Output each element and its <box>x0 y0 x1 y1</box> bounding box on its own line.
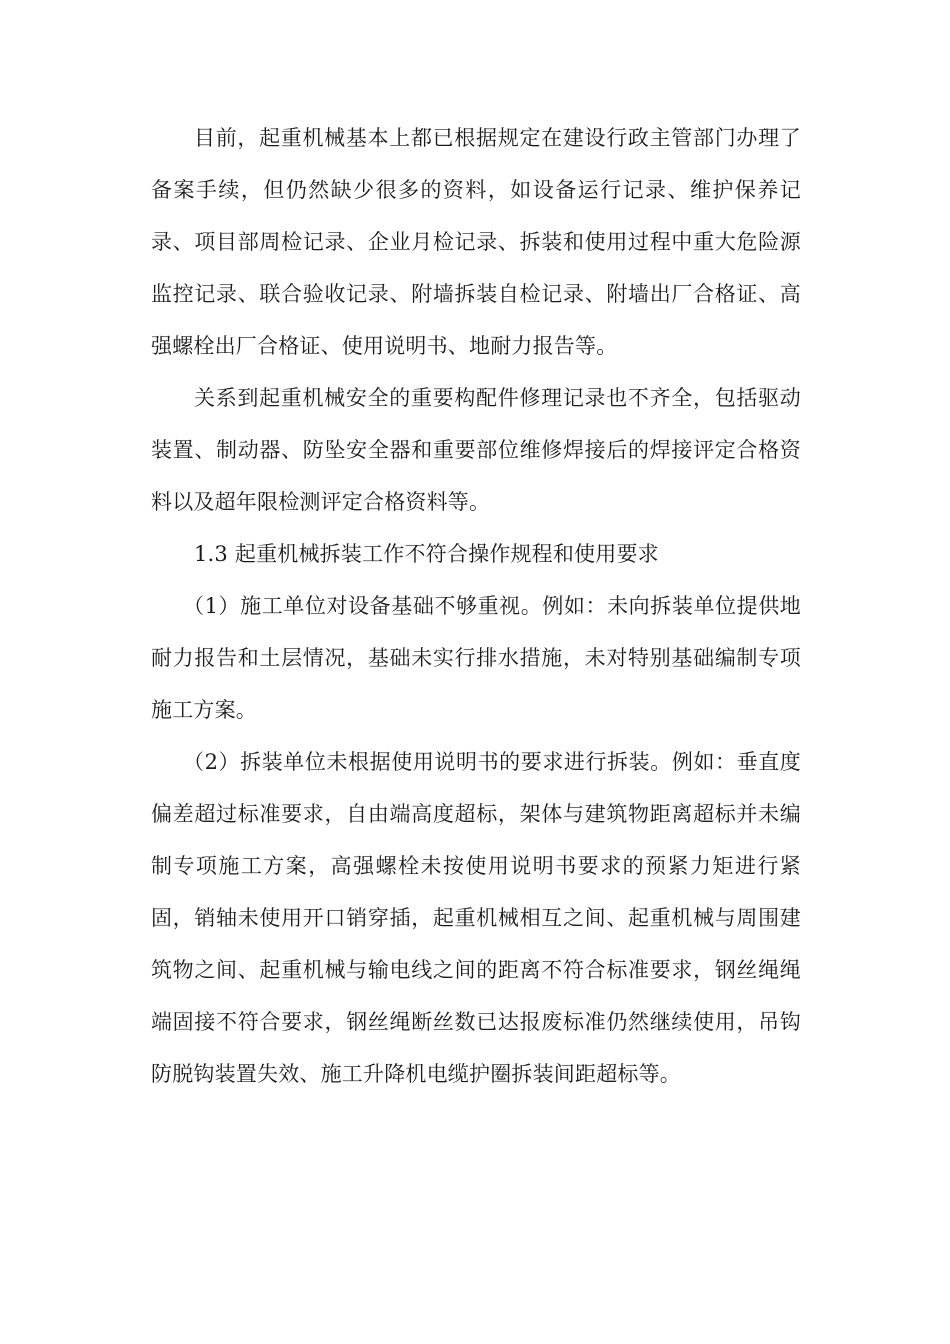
paragraph-repair-records: 关系到起重机械安全的重要构配件修理记录也不齐全，包括驱动装置、制动器、防坠安全器和重要部位维修焊接后的焊接评定合格资料以及超年限检测评定合格资料等。 <box>151 386 801 514</box>
document-body <box>151 112 801 1100</box>
paragraph-item-1: （1）施工单位对设备基础不够重视。例如：未向拆装单位提供地耐力报告和土层情况，基础未实行排水措施，未对特别基础编制专项施工方案。 <box>151 594 801 722</box>
paragraph-item-2: （2）拆装单位未根据使用说明书的要求进行拆装。例如：垂直度偏差超过标准要求，自由端高度超标，架体与建筑物距离超标并未编制专项施工方案，高强螺栓未按使用说明书要求的预紧力矩进行紧固，销轴未使用开口销穿插，起重机械相互之间、起重机械与周围建筑物之间、起重机械与输电线之间的距离不符合标准要求，钢丝绳绳端固接不符合要求，钢丝绳断丝数已达报废标准仍然继续使用，吊钩防脱钩装置失效、施工升降机电缆护圈拆装间距超标等。 <box>151 750 801 1086</box>
section-heading-1-3: 1.3 起重机械拆装工作不符合操作规程和使用要求 <box>194 542 659 566</box>
paragraph-filing-records: 目前，起重机械基本上都已根据规定在建设行政主管部门办理了备案手续，但仍然缺少很多的资料，如设备运行记录、维护保养记录、项目部周检记录、企业月检记录、拆装和使用过程中重大危险源监控记录、联合验收记录、附墙拆装自检记录、附墙出厂合格证、高强螺栓出厂合格证、使用说明书、地耐力报告等。 <box>151 126 801 358</box>
